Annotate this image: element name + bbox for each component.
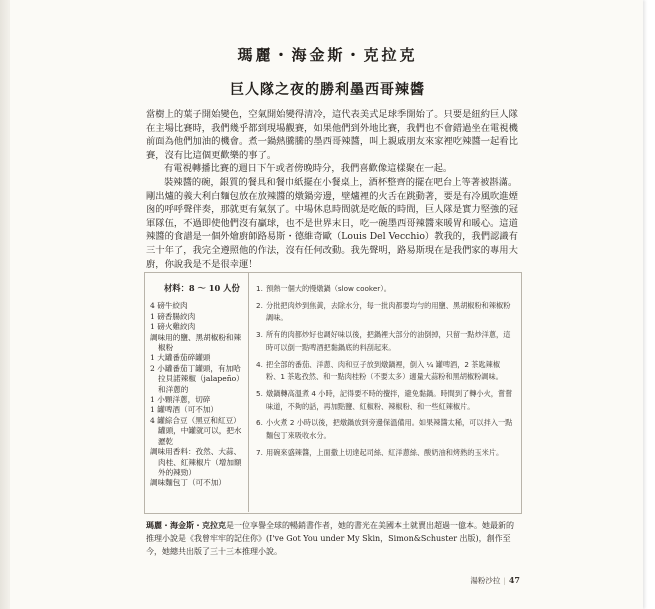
step-item	[256, 283, 514, 296]
ingredient-item: 1 磅火雞絞肉	[150, 322, 196, 332]
step-text: 燉鍋轉高溫煮 4 小時，記得要不時的攪拌，避免黏鍋。時間到了轉小火，嘗嘗味道，不夠的話，再加點鹽、紅椒粉、辣椒粉、和一些紅辣椒片。	[266, 388, 513, 411]
steps-list	[256, 283, 514, 459]
step-number: 2.	[256, 300, 263, 310]
ingredient-item: 1 罐啤酒（可不加）	[150, 405, 218, 415]
section-name: 湯粉沙拉	[470, 576, 501, 585]
step-item	[256, 300, 514, 325]
step-text: 分批把肉炒到焦黃，去除水分，每一批肉都要均勻的用鹽、黑胡椒粉和辣椒粉調味。	[266, 300, 511, 323]
ingredient-item: 1 小顆洋蔥，切碎	[150, 395, 211, 405]
recipe-divider	[248, 272, 249, 512]
step-text: 所有的肉都炒好也調好味以後，把鍋裡大部分的油倒掉，只留一點炒洋蔥，這時可以倒一點啤酒把黏鍋底的料刮起來。	[266, 330, 511, 352]
steps-panel	[256, 283, 514, 463]
ingredient-item: 調味用的鹽、黑胡椒粉和辣椒粉	[150, 332, 242, 353]
ingredient-item: 4 罐綜合豆（黑豆和紅豆）罐頭，中罐就可以，把水瀝乾	[150, 415, 242, 446]
step-number: 7.	[256, 447, 263, 457]
intro-paragraph: 有電視轉播比賽的週日下午或者傍晚時分，我們喜歡像這樣聚在一起。	[164, 163, 453, 175]
intro-paragraph: 裝辣醬的碗，銀質的餐具和餐巾紙擺在小餐桌上，酒杯整齊的擺在吧台上等著被斟滿。剛出爐的義大利白麵包放在放辣醬的燉鍋旁邊，壁爐裡的火舌在跳動著，要是有冷風吹進煙囪的呼呼聲伴奏，那就更有氣氛了。中場休息時間就是吃飯的時間，巨人隊是實力堅強的冠軍隊伍，不過即使他們沒有贏球，也不是世界末日，吃一碗墨西哥辣醬來暖胃和暖心。這道辣醬的食譜是一個外燴廚師路易斯・德維奇歐（Louis Del Vecchio）教我的，我們認識有三十年了，我完全遵照他的作法，沒有任何改動。我先聲明，路易斯現在是我們家的專用大廚，你說我是不是很幸運！	[146, 176, 518, 270]
step-text: 用碗來盛辣醬，上面撒上切達起司絲、紅洋蔥絲、酸奶油和烤熟的玉米片。	[266, 447, 504, 457]
step-number: 1.	[256, 284, 263, 293]
ingredients-panel	[150, 283, 244, 489]
ingredient-item: 調味用香料：孜然、大蒜、肉桂、紅辣椒片（增加額外的辣勁）	[150, 447, 242, 477]
step-number: 6.	[256, 418, 263, 428]
ingredients-heading: 材料：8 ～ 10 人份	[164, 283, 240, 293]
bio-name: 瑪麗・海金斯・克拉克	[146, 520, 226, 530]
footer-separator: |	[503, 576, 506, 585]
page-number: 47	[508, 575, 520, 585]
step-text: 把全部的番茄、洋蔥、肉和豆子放到燉鍋裡，倒入 ¼ 罐啤酒，2 茶匙辣椒粉、1 茶匙孜然、和一點肉桂粉（不要太多）適量大蒜粉和黑胡椒粉調味。	[266, 359, 503, 382]
step-number: 5.	[256, 388, 263, 398]
author-name: 瑪麗・海金斯・克拉克	[237, 46, 418, 64]
step-item	[256, 417, 514, 442]
step-text: 預熱一個大的慢燉鍋（slow cooker）。	[266, 284, 391, 293]
ingredient-item: 1 磅香腸絞肉	[150, 311, 196, 321]
intro-text	[146, 108, 520, 271]
step-item	[256, 359, 514, 384]
ingredient-item: 4 磅牛絞肉	[150, 301, 188, 311]
ingredients-list	[150, 301, 244, 488]
step-number: 3.	[256, 330, 263, 340]
ingredient-item: 2 小罐番茄丁罐頭，有加哈拉貝諾辣椒（jalapeño）和洋蔥的	[150, 363, 244, 394]
bio-text: 是一位享譽全球的暢銷書作者，她的書光在美國本土就賣出超過一億本。她最新的推理小說是《我曾牢牢的記住你》(I've Got You under My Skin，Simon&Schuster 出版)，創作至今，她總共出版了三十三本推理小說。	[146, 521, 514, 556]
step-item	[256, 329, 514, 354]
step-text: 小火煮 2 小時以後，把燉鍋放到旁邊保溫備用。如果辣醬太稀，可以拌入一點麵包丁來吸收水分。	[266, 418, 513, 441]
intro-paragraph: 當樹上的葉子開始變色，空氣開始變得清冷，這代表美式足球季開始了。只要是紐約巨人隊在主場比賽時，我們幾乎都到現場觀賽，如果他們到外地比賽，我們也不會錯過坐在電視機前面為他們加油的機會。煮一鍋熱騰騰的墨西哥辣醬，叫上親戚朋友來家裡吃辣醬一起看比賽，沒有比這個更歡樂的事了。	[146, 109, 518, 161]
step-item	[256, 388, 514, 413]
author-bio	[146, 519, 520, 558]
ingredient-item: 調味麵包丁（可不加）	[150, 478, 226, 488]
ingredient-item: 1 大罐番茄碎罐頭	[150, 353, 211, 363]
page-footer	[450, 575, 520, 586]
step-item	[256, 447, 514, 460]
step-number: 4.	[256, 359, 263, 369]
recipe-title: 巨人隊之夜的勝利墨西哥辣醬	[230, 82, 425, 98]
